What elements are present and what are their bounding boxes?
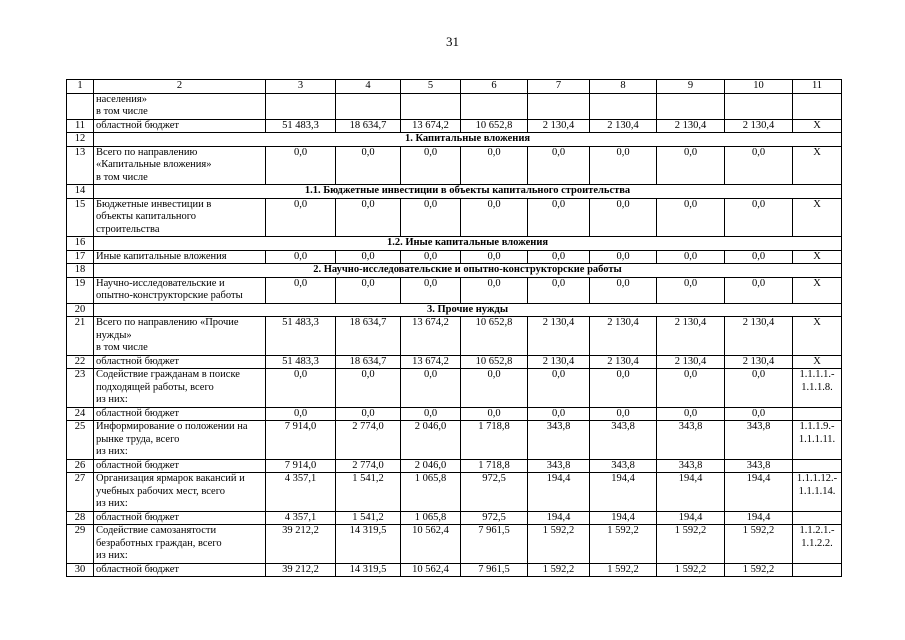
measure-code [793,93,842,119]
table-row [67,421,842,460]
section-row [67,264,842,278]
value-cell: 13 674,2 [401,119,461,133]
value-cell: 4 357,1 [266,511,336,525]
value-cell: 10 652,8 [461,355,528,369]
value-cell: 0,0 [401,250,461,264]
value-cell: 0,0 [590,146,657,185]
value-cell: 0,0 [401,369,461,408]
value-cell: 0,0 [657,250,725,264]
value-cell: 2 130,4 [725,119,793,133]
table-row [67,93,842,119]
section-title: 1.1. Бюджетные инвестиции в объекты капитального строительства [94,185,842,199]
value-cell: 972,5 [461,473,528,512]
section-title: 1.2. Иные капитальные вложения [94,237,842,251]
value-cell: 343,8 [528,421,590,460]
value-cell [401,93,461,119]
measure-code: 1.1.1.9.- 1.1.1.11. [793,421,842,460]
measure-code: X [793,146,842,185]
column-header-9: 9 [657,80,725,94]
table-row [67,146,842,185]
table-row [67,459,842,473]
value-cell: 0,0 [461,369,528,408]
row-number: 16 [67,237,94,251]
column-header-10: 10 [725,80,793,94]
value-cell: 2 130,4 [657,317,725,356]
table-row [67,119,842,133]
value-cell: 2 046,0 [401,459,461,473]
value-cell: 0,0 [725,407,793,421]
row-label: областной бюджет [94,355,266,369]
table-row [67,355,842,369]
section-row [67,303,842,317]
value-cell: 18 634,7 [336,355,401,369]
value-cell: 343,8 [725,459,793,473]
measure-code [793,563,842,577]
row-number: 17 [67,250,94,264]
row-number: 14 [67,185,94,199]
row-label: Содействие самозанятости безработных граждан, всего из них: [94,525,266,564]
value-cell: 1 592,2 [657,563,725,577]
value-cell: 0,0 [461,146,528,185]
value-cell: 2 130,4 [590,317,657,356]
value-cell: 343,8 [725,421,793,460]
value-cell [266,93,336,119]
value-cell: 1 592,2 [725,525,793,564]
value-cell: 194,4 [725,473,793,512]
row-number: 28 [67,511,94,525]
value-cell: 0,0 [336,277,401,303]
table-row [67,277,842,303]
row-label: областной бюджет [94,119,266,133]
measure-code: X [793,198,842,237]
value-cell: 0,0 [401,146,461,185]
row-label: Всего по направлению «Капитальные вложения» в том числе [94,146,266,185]
value-cell: 2 774,0 [336,459,401,473]
row-label: Научно-исследовательские и опытно-конструкторские работы [94,277,266,303]
value-cell: 2 130,4 [657,355,725,369]
measure-code: X [793,355,842,369]
value-cell: 0,0 [336,250,401,264]
value-cell: 194,4 [528,511,590,525]
value-cell: 2 130,4 [725,355,793,369]
value-cell: 7 914,0 [266,421,336,460]
column-header-2: 2 [94,80,266,94]
value-cell: 0,0 [590,277,657,303]
value-cell: 10 562,4 [401,563,461,577]
value-cell: 2 130,4 [590,119,657,133]
value-cell: 0,0 [657,146,725,185]
row-label: Иные капитальные вложения [94,250,266,264]
measure-code [793,407,842,421]
row-number: 20 [67,303,94,317]
table-row [67,563,842,577]
value-cell: 0,0 [590,369,657,408]
budget-table [66,79,842,577]
measure-code: 1.1.1.1.- 1.1.1.8. [793,369,842,408]
value-cell: 0,0 [657,369,725,408]
row-label: областной бюджет [94,563,266,577]
value-cell: 0,0 [725,277,793,303]
measure-code: X [793,250,842,264]
row-number: 21 [67,317,94,356]
row-number: 30 [67,563,94,577]
value-cell: 14 319,5 [336,525,401,564]
row-label: Информирование о положении на рынке труда, всего из них: [94,421,266,460]
value-cell: 18 634,7 [336,317,401,356]
value-cell: 0,0 [528,198,590,237]
row-number: 13 [67,146,94,185]
value-cell: 0,0 [590,250,657,264]
value-cell: 0,0 [401,407,461,421]
column-header-6: 6 [461,80,528,94]
value-cell: 14 319,5 [336,563,401,577]
column-header-8: 8 [590,80,657,94]
column-header-1: 1 [67,80,94,94]
row-number: 18 [67,264,94,278]
value-cell: 194,4 [590,473,657,512]
row-number: 11 [67,119,94,133]
value-cell: 1 592,2 [725,563,793,577]
row-label: Содействие гражданам в поиске подходящей работы, всего из них: [94,369,266,408]
value-cell: 1 541,2 [336,473,401,512]
value-cell [336,93,401,119]
column-header-4: 4 [336,80,401,94]
row-label: Бюджетные инвестиции в объекты капитального строительства [94,198,266,237]
row-label: областной бюджет [94,459,266,473]
measure-code: X [793,119,842,133]
row-label: Всего по направлению «Прочие нужды» в том числе [94,317,266,356]
value-cell: 2 774,0 [336,421,401,460]
section-row [67,237,842,251]
row-number: 23 [67,369,94,408]
column-header-5: 5 [401,80,461,94]
value-cell: 18 634,7 [336,119,401,133]
value-cell: 0,0 [461,407,528,421]
value-cell: 2 130,4 [528,355,590,369]
value-cell: 0,0 [528,146,590,185]
row-number [67,93,94,119]
value-cell [657,93,725,119]
value-cell [725,93,793,119]
value-cell: 7 961,5 [461,563,528,577]
value-cell: 1 065,8 [401,511,461,525]
value-cell: 343,8 [528,459,590,473]
value-cell: 0,0 [266,250,336,264]
value-cell: 51 483,3 [266,317,336,356]
value-cell: 51 483,3 [266,119,336,133]
value-cell: 51 483,3 [266,355,336,369]
value-cell: 0,0 [266,198,336,237]
value-cell: 343,8 [590,421,657,460]
value-cell: 1 592,2 [528,563,590,577]
row-number: 29 [67,525,94,564]
value-cell: 0,0 [461,277,528,303]
value-cell: 0,0 [657,407,725,421]
value-cell: 2 130,4 [528,119,590,133]
value-cell: 194,4 [657,473,725,512]
row-number: 19 [67,277,94,303]
table-row [67,250,842,264]
section-row [67,185,842,199]
row-label: населения» в том числе [94,93,266,119]
value-cell: 0,0 [725,250,793,264]
table-row [67,473,842,512]
value-cell: 0,0 [461,250,528,264]
value-cell: 0,0 [725,369,793,408]
value-cell: 2 130,4 [725,317,793,356]
value-cell [461,93,528,119]
value-cell: 13 674,2 [401,355,461,369]
value-cell: 1 541,2 [336,511,401,525]
value-cell: 1 065,8 [401,473,461,512]
value-cell: 10 652,8 [461,119,528,133]
value-cell: 1 592,2 [657,525,725,564]
value-cell: 0,0 [528,369,590,408]
value-cell: 0,0 [590,198,657,237]
value-cell: 343,8 [657,459,725,473]
measure-code: 1.1.2.1.- 1.1.2.2. [793,525,842,564]
measure-code: X [793,277,842,303]
value-cell [590,93,657,119]
value-cell: 1 592,2 [590,525,657,564]
row-label: областной бюджет [94,407,266,421]
value-cell: 343,8 [657,421,725,460]
section-title: 2. Научно-исследовательские и опытно-конструкторские работы [94,264,842,278]
table-row [67,369,842,408]
row-number: 12 [67,133,94,147]
value-cell: 39 212,2 [266,525,336,564]
section-title: 1. Капитальные вложения [94,133,842,147]
row-label: Организация ярмарок вакансий и учебных рабочих мест, всего из них: [94,473,266,512]
value-cell: 0,0 [266,407,336,421]
value-cell: 972,5 [461,511,528,525]
value-cell: 0,0 [336,146,401,185]
row-label: областной бюджет [94,511,266,525]
value-cell: 194,4 [725,511,793,525]
value-cell: 0,0 [657,277,725,303]
table-row [67,407,842,421]
value-cell: 7 914,0 [266,459,336,473]
column-header-7: 7 [528,80,590,94]
value-cell: 0,0 [590,407,657,421]
value-cell: 0,0 [401,277,461,303]
value-cell: 0,0 [725,146,793,185]
value-cell: 2 130,4 [528,317,590,356]
measure-code [793,511,842,525]
value-cell: 39 212,2 [266,563,336,577]
value-cell: 0,0 [266,369,336,408]
section-row [67,133,842,147]
table-row [67,525,842,564]
measure-code [793,459,842,473]
value-cell: 194,4 [657,511,725,525]
value-cell: 194,4 [590,511,657,525]
value-cell: 0,0 [528,407,590,421]
value-cell: 343,8 [590,459,657,473]
value-cell: 1 592,2 [590,563,657,577]
value-cell: 0,0 [401,198,461,237]
value-cell: 0,0 [528,277,590,303]
table-row [67,511,842,525]
value-cell: 1 592,2 [528,525,590,564]
value-cell: 0,0 [336,198,401,237]
measure-code: 1.1.1.12.- 1.1.1.14. [793,473,842,512]
value-cell: 0,0 [336,369,401,408]
table-row [67,317,842,356]
row-number: 25 [67,421,94,460]
page-number: 31 [446,34,459,49]
column-header-3: 3 [266,80,336,94]
column-header-11: 11 [793,80,842,94]
section-title: 3. Прочие нужды [94,303,842,317]
measure-code: X [793,317,842,356]
row-number: 15 [67,198,94,237]
row-number: 27 [67,473,94,512]
value-cell: 10 652,8 [461,317,528,356]
value-cell: 0,0 [336,407,401,421]
value-cell: 2 130,4 [657,119,725,133]
row-number: 26 [67,459,94,473]
value-cell: 10 562,4 [401,525,461,564]
value-cell: 0,0 [657,198,725,237]
value-cell: 194,4 [528,473,590,512]
table-row [67,198,842,237]
value-cell: 1 718,8 [461,421,528,460]
value-cell: 2 130,4 [590,355,657,369]
table-header-row [67,80,842,94]
value-cell: 0,0 [725,198,793,237]
value-cell: 13 674,2 [401,317,461,356]
table-body [67,93,842,577]
row-number: 24 [67,407,94,421]
value-cell: 0,0 [266,277,336,303]
value-cell: 1 718,8 [461,459,528,473]
value-cell: 0,0 [461,198,528,237]
value-cell: 4 357,1 [266,473,336,512]
value-cell: 0,0 [528,250,590,264]
value-cell: 0,0 [266,146,336,185]
value-cell: 7 961,5 [461,525,528,564]
row-number: 22 [67,355,94,369]
value-cell: 2 046,0 [401,421,461,460]
value-cell [528,93,590,119]
